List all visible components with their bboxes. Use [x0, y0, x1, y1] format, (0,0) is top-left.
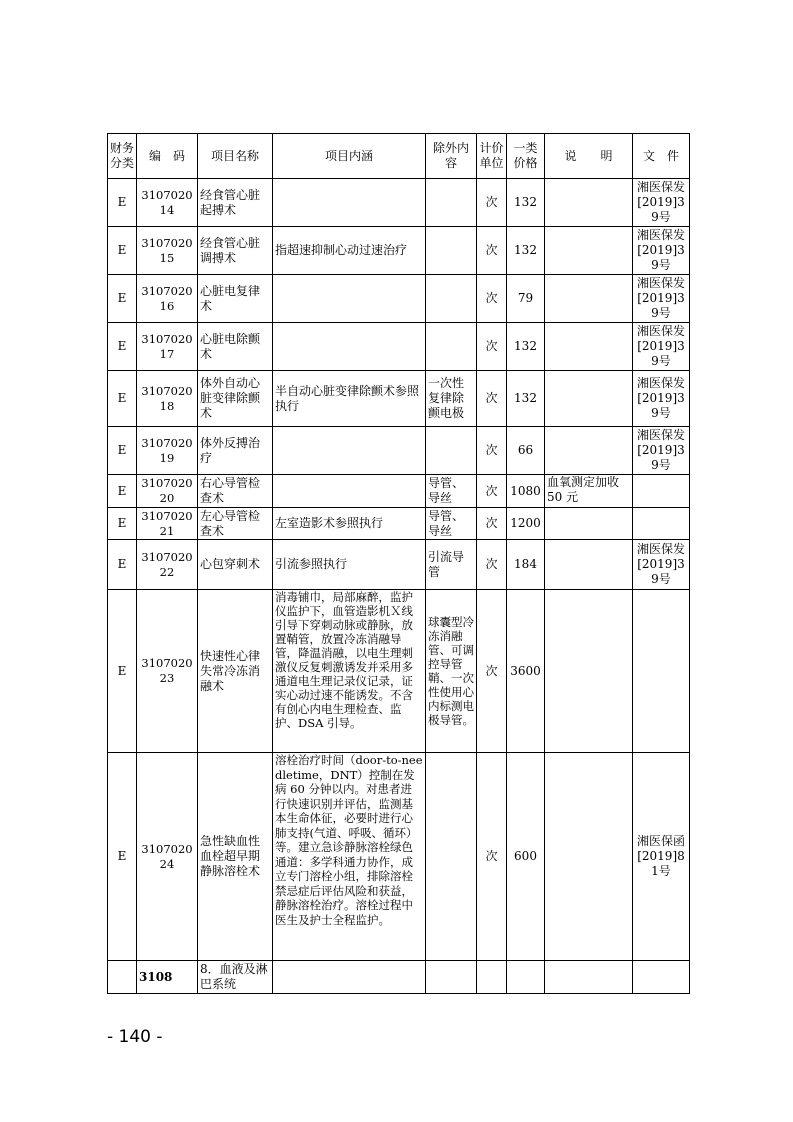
row-note: 血氧测定加收 50 元: [545, 475, 633, 508]
header-content: 项目内涵: [273, 134, 426, 179]
row-unit: 次: [477, 323, 507, 371]
row-price: 1200: [507, 508, 545, 540]
row-excluded: 一次性复律除颤电极: [426, 371, 477, 427]
row-excluded: [426, 323, 477, 371]
row-category: E: [108, 227, 137, 275]
section-note: [545, 961, 633, 994]
row-doc: 湘医保发[2019]39号: [633, 179, 690, 227]
table-header-row: [108, 134, 690, 179]
row-excluded: 球囊型冷冻消融管、可调控导管鞘、一次性使用心内标测电极导管。: [426, 590, 477, 753]
row-name: 左心导管检查术: [198, 508, 273, 540]
row-doc: 湘医保发[2019]39号: [633, 227, 690, 275]
row-content: [273, 475, 426, 508]
row-note: [545, 590, 633, 753]
row-excluded: [426, 427, 477, 475]
row-price: 184: [507, 540, 545, 590]
row-content: [273, 179, 426, 227]
row-unit: 次: [477, 371, 507, 427]
row-unit: 次: [477, 179, 507, 227]
row-excluded: [426, 179, 477, 227]
row-note: [545, 227, 633, 275]
section-category: [108, 961, 137, 994]
row-code: 310702024: [137, 753, 198, 961]
table-row: [108, 427, 690, 475]
row-excluded: 导管、导丝: [426, 475, 477, 508]
row-note: [545, 275, 633, 323]
row-name: 快速性心律失常冷冻消融术: [198, 590, 273, 753]
fee-table: [107, 133, 690, 994]
row-category: E: [108, 371, 137, 427]
row-category: E: [108, 540, 137, 590]
row-content: [273, 427, 426, 475]
row-price: 1080: [507, 475, 545, 508]
row-unit: 次: [477, 227, 507, 275]
row-unit: 次: [477, 590, 507, 753]
header-price: 一类价格: [507, 134, 545, 179]
row-content: [273, 323, 426, 371]
section-unit: [477, 961, 507, 994]
section-doc: [633, 961, 690, 994]
row-content: 左室造影术参照执行: [273, 508, 426, 540]
table-row: [108, 508, 690, 540]
row-price: 132: [507, 371, 545, 427]
row-price: 132: [507, 227, 545, 275]
row-note: [545, 508, 633, 540]
row-price: 79: [507, 275, 545, 323]
row-unit: 次: [477, 275, 507, 323]
row-price: 66: [507, 427, 545, 475]
row-category: E: [108, 508, 137, 540]
row-doc: 湘医保发[2019]39号: [633, 275, 690, 323]
header-note: 说 明: [545, 134, 633, 179]
table-row: [108, 179, 690, 227]
table-row: [108, 323, 690, 371]
row-unit: 次: [477, 427, 507, 475]
row-name: 急性缺血性血栓超早期静脉溶栓术: [198, 753, 273, 961]
table-row: [108, 540, 690, 590]
section-content: [273, 961, 426, 994]
section-row: [108, 961, 690, 994]
row-code: 310702020: [137, 475, 198, 508]
row-name: 经食管心脏调搏术: [198, 227, 273, 275]
row-content: [273, 275, 426, 323]
row-code: 310702017: [137, 323, 198, 371]
row-name: 经食管心脏起搏术: [198, 179, 273, 227]
row-category: E: [108, 753, 137, 961]
header-doc: 文 件: [633, 134, 690, 179]
header-name: 项目名称: [198, 134, 273, 179]
header-excluded: 除外内容: [426, 134, 477, 179]
row-doc: 湘医保发[2019]39号: [633, 540, 690, 590]
row-name: 体外自动心脏变律除颤术: [198, 371, 273, 427]
table-row: [108, 590, 690, 753]
row-name: 体外反搏治疗: [198, 427, 273, 475]
page-number: - 140 -: [107, 1027, 163, 1047]
row-content: 消毒铺巾，局部麻醉，监护仪监护下，血管造影机Ｘ线引导下穿刺动脉或静脉，放置鞘管，放置冷冻消融导管，降温消融，以电生理刺激仪反复刺激诱发并采用多通道电生理记录仪记录，证实心动过速不能诱发。不含有创心内电生理检查、监护、DSA 引导。: [273, 590, 426, 753]
row-price: 132: [507, 179, 545, 227]
row-content: 溶栓治疗时间（door-to-needletime，DNT）控制在发病 60 分钟以内。对患者进行快速识别并评估，监测基本生命体征，必要时进行心肺支持(气道、呼吸、循环）等。建立急诊静脉溶栓绿色通道：多学科通力协作，成立专门溶栓小组，排除溶栓禁忌症后评估风险和获益，静脉溶栓治疗。溶栓过程中医生及护士全程监护。: [273, 753, 426, 961]
row-doc: 湘医保发[2019]39号: [633, 323, 690, 371]
row-code: 310702014: [137, 179, 198, 227]
table-row: [108, 753, 690, 961]
row-note: [545, 427, 633, 475]
row-excluded: 引流导管: [426, 540, 477, 590]
row-excluded: [426, 753, 477, 961]
row-code: 310702023: [137, 590, 198, 753]
row-doc: [633, 508, 690, 540]
row-content: 半自动心脏变律除颤术参照执行: [273, 371, 426, 427]
row-note: [545, 753, 633, 961]
row-unit: 次: [477, 540, 507, 590]
row-name: 心包穿刺术: [198, 540, 273, 590]
row-category: E: [108, 275, 137, 323]
section-price: [507, 961, 545, 994]
row-category: E: [108, 475, 137, 508]
section-excluded: [426, 961, 477, 994]
row-note: [545, 323, 633, 371]
row-doc: [633, 590, 690, 753]
row-name: 心脏电除颤术: [198, 323, 273, 371]
table-row: [108, 275, 690, 323]
table-row: [108, 227, 690, 275]
row-price: 600: [507, 753, 545, 961]
row-code: 310702019: [137, 427, 198, 475]
section-code: 3108: [137, 961, 198, 994]
row-code: 310702018: [137, 371, 198, 427]
section-name: 8．血液及淋巴系统: [198, 961, 273, 994]
row-unit: 次: [477, 475, 507, 508]
row-name: 右心导管检查术: [198, 475, 273, 508]
row-category: E: [108, 323, 137, 371]
row-doc: [633, 475, 690, 508]
row-excluded: [426, 275, 477, 323]
table-row: [108, 371, 690, 427]
row-excluded: [426, 227, 477, 275]
header-unit: 计价单位: [477, 134, 507, 179]
header-code: 编 码: [137, 134, 198, 179]
row-price: 132: [507, 323, 545, 371]
row-code: 310702016: [137, 275, 198, 323]
row-doc: 湘医保函[2019]81号: [633, 753, 690, 961]
row-content: 引流参照执行: [273, 540, 426, 590]
table-row: [108, 475, 690, 508]
row-note: [545, 371, 633, 427]
row-doc: 湘医保发[2019]39号: [633, 371, 690, 427]
row-category: E: [108, 427, 137, 475]
row-category: E: [108, 179, 137, 227]
row-unit: 次: [477, 753, 507, 961]
row-note: [545, 540, 633, 590]
row-note: [545, 179, 633, 227]
row-content: 指超速抑制心动过速治疗: [273, 227, 426, 275]
row-code: 310702021: [137, 508, 198, 540]
header-category: 财务分类: [108, 134, 137, 179]
row-code: 310702022: [137, 540, 198, 590]
row-price: 3600: [507, 590, 545, 753]
row-category: E: [108, 590, 137, 753]
row-unit: 次: [477, 508, 507, 540]
row-code: 310702015: [137, 227, 198, 275]
row-excluded: 导管、导丝: [426, 508, 477, 540]
row-name: 心脏电复律术: [198, 275, 273, 323]
row-doc: 湘医保发[2019]39号: [633, 427, 690, 475]
